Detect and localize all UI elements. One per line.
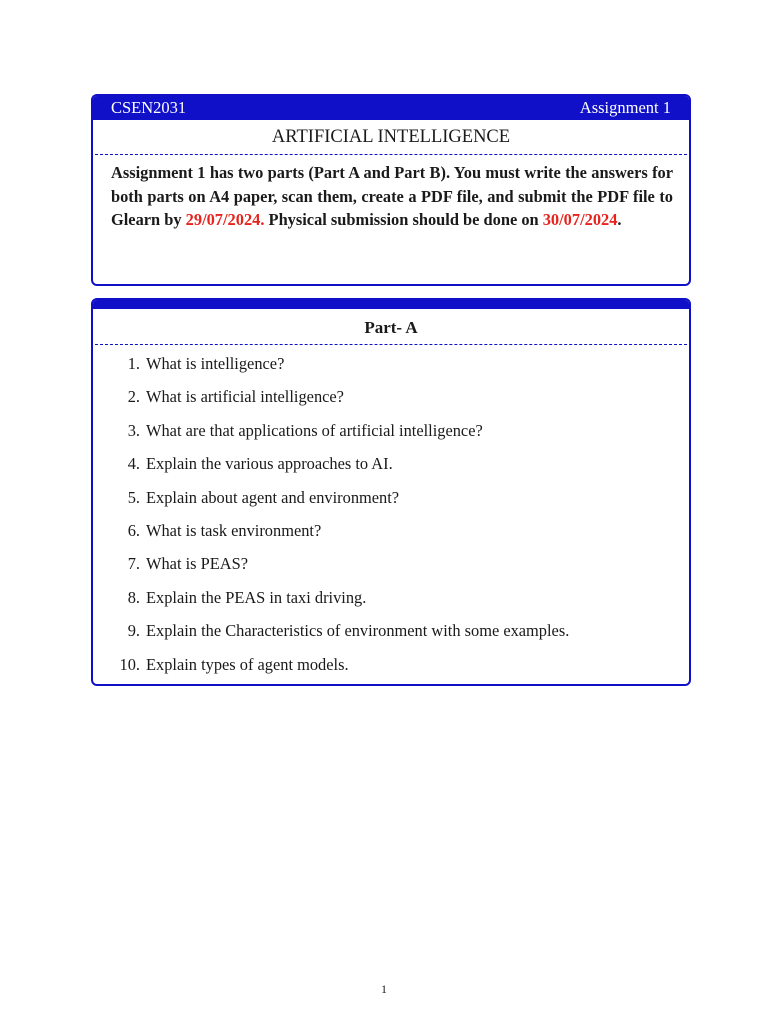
question-number: 1. <box>127 354 140 373</box>
question-item <box>93 514 689 547</box>
part-a-title: Part- A <box>364 318 418 337</box>
question-item <box>93 614 689 647</box>
question-item <box>93 447 689 480</box>
question-text: What is PEAS? <box>146 554 248 574</box>
assignment-label: Assignment 1 <box>579 98 671 117</box>
course-title: ARTIFICIAL INTELLIGENCE <box>271 127 511 147</box>
physical-deadline: 30/07/2024 <box>542 210 618 229</box>
question-number: 9. <box>127 621 140 641</box>
question-number: 8. <box>127 587 140 607</box>
question-text: What is artificial intelligence? <box>146 387 344 407</box>
question-number: 7. <box>127 554 140 574</box>
question-text: What is intelligence? <box>146 354 285 373</box>
course-code: CSEN2031 <box>111 98 187 117</box>
part-a-box <box>91 298 691 686</box>
online-deadline: 29/07/2024. <box>185 210 265 229</box>
instructions-part-2: Physical submission should be done on <box>264 210 543 229</box>
question-item <box>93 481 689 514</box>
question-text: Explain the Characteristics of environment with some examples. <box>146 621 570 641</box>
instructions-part-3: . <box>617 210 622 229</box>
question-item <box>93 414 689 447</box>
instructions-text <box>93 155 689 232</box>
part-a-header-bar <box>93 300 689 309</box>
page-number: 1 <box>381 982 387 996</box>
question-list <box>93 345 689 681</box>
question-text: Explain about agent and environment? <box>146 487 400 507</box>
question-text: Explain the PEAS in taxi driving. <box>146 587 367 607</box>
question-item <box>93 380 689 413</box>
question-number: 5. <box>127 487 140 507</box>
question-number: 6. <box>127 520 140 540</box>
question-item <box>93 581 689 614</box>
question-text: What are that applications of artificial intelligence? <box>146 420 483 440</box>
question-number: 10. <box>119 654 140 674</box>
header-bar <box>93 96 689 120</box>
instructions-part-1: Assignment 1 has two parts (Part A and Part B). You must write the answers for both parts on A4 paper, scan them, create a PDF file, and submit the PDF file to Glearn by <box>111 163 673 229</box>
question-text: Explain types of agent models. <box>146 654 349 674</box>
question-number: 2. <box>127 387 140 407</box>
question-item <box>93 547 689 580</box>
question-text: What is task environment? <box>146 520 322 540</box>
question-item <box>93 347 689 380</box>
question-item <box>93 648 689 681</box>
question-number: 3. <box>127 420 140 440</box>
question-number: 4. <box>127 454 140 474</box>
question-text: Explain the various approaches to AI. <box>146 454 393 474</box>
assignment-info-box <box>91 94 691 286</box>
